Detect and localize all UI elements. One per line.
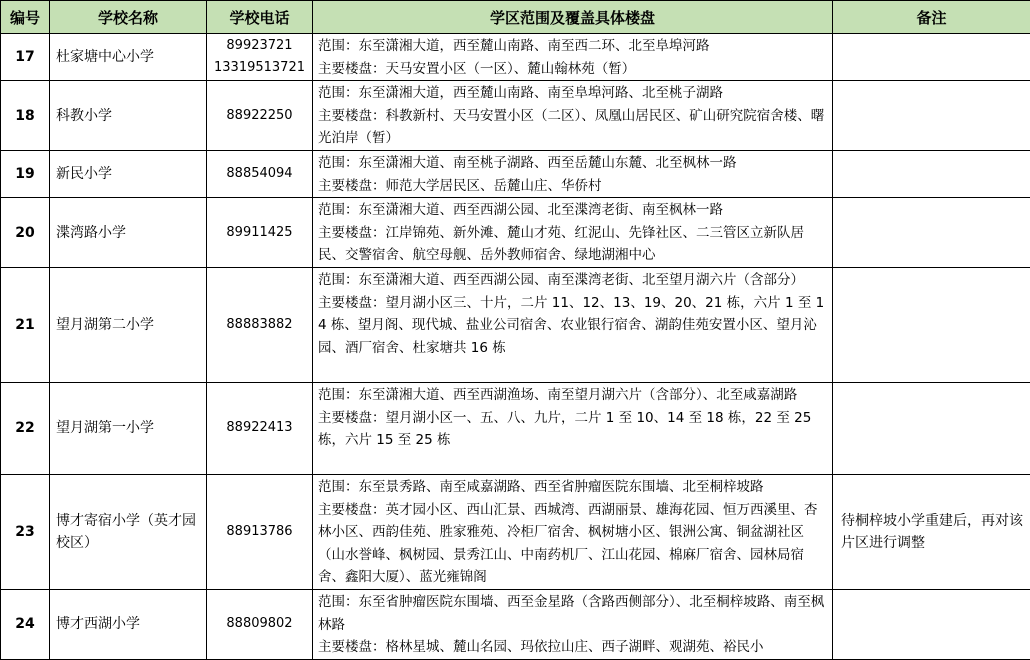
school-name: 望月湖第二小学: [50, 267, 207, 382]
buildings-line: 主要楼盘：科教新村、天马安置小区（二区）、凤凰山居民区、矿山研究院宿舍楼、曙光泊岸（暂）: [318, 105, 828, 150]
school-phone: [207, 150, 313, 197]
remarks: [833, 589, 1030, 659]
row-number: 20: [1, 198, 50, 268]
buildings-line: 主要楼盘：天马安置小区（一区）、麓山翰林苑（暂）: [318, 58, 828, 81]
scope-line: 范围：东至潇湘大道，西至麓山南路、南至阜埠河路、北至桃子湖路: [318, 82, 828, 105]
row-number: 21: [1, 267, 50, 382]
district-scope: [313, 34, 833, 81]
phone-line: 88883882: [207, 314, 312, 336]
district-scope: [313, 198, 833, 268]
scope-line: 范围：东至潇湘大道、西至西湖公园、北至渫湾老街、南至枫林一路: [318, 199, 828, 222]
phone-line: 88922250: [207, 105, 312, 127]
district-scope: [313, 382, 833, 474]
school-phone: [207, 81, 313, 151]
scope-line: 范围：东至潇湘大道、西至西湖公园、南至渫湾老街、北至望月湖六片（含部分）: [318, 269, 828, 292]
phone-line: 89923721: [207, 35, 312, 57]
remarks: [833, 382, 1030, 474]
table-row: [1, 150, 1030, 197]
header-remarks: 备注: [833, 1, 1030, 34]
scope-line: 范围：东至景秀路、南至咸嘉湖路、西至省肿瘤医院东围墙、北至桐梓坡路: [318, 476, 828, 499]
remarks: [833, 198, 1030, 268]
district-scope: [313, 589, 833, 659]
phone-line: 13319513721: [207, 57, 312, 79]
district-scope: [313, 267, 833, 382]
school-phone: [207, 382, 313, 474]
buildings-line: 主要楼盘：江岸锦苑、新外滩、麓山才苑、红泥山、先锋社区、二三管区立新队居民、交警宿舍、航空母舰、岳外教师宿舍、绿地湖湘中心: [318, 222, 828, 267]
school-phone: [207, 474, 313, 589]
table-row: [1, 474, 1030, 589]
scope-line: 范围：东至潇湘大道、南至桃子湖路、西至岳麓山东麓、北至枫林一路: [318, 152, 828, 175]
district-scope: [313, 81, 833, 151]
school-phone: [207, 589, 313, 659]
phone-line: 88913786: [207, 521, 312, 543]
scope-line: 范围：东至省肿瘤医院东围墙、西至金星路（含路西侧部分）、北至桐梓坡路、南至枫林路: [318, 591, 828, 636]
row-number: 19: [1, 150, 50, 197]
school-name: 科教小学: [50, 81, 207, 151]
buildings-line: 主要楼盘：师范大学居民区、岳麓山庄、华侨村: [318, 175, 828, 198]
school-name: 渫湾路小学: [50, 198, 207, 268]
remarks: [833, 267, 1030, 382]
row-number: 17: [1, 34, 50, 81]
school-phone: [207, 198, 313, 268]
header-school-name: 学校名称: [50, 1, 207, 34]
remarks: [833, 150, 1030, 197]
buildings-line: 主要楼盘：望月湖小区三、十片，二片 11、12、13、19、20、21 栋，六片 1 至 14 栋、望月阁、现代城、盐业公司宿舍、农业银行宿舍、湖韵佳苑安置小区、望月沁园、酒厂宿舍、杜家塘共 16 栋: [318, 292, 828, 360]
table-row: [1, 382, 1030, 474]
row-number: 24: [1, 589, 50, 659]
row-number: 18: [1, 81, 50, 151]
remarks: [833, 34, 1030, 81]
table-row: [1, 589, 1030, 659]
school-phone: [207, 267, 313, 382]
district-scope: [313, 474, 833, 589]
remarks: 待桐梓坡小学重建后，再对该片区进行调整: [833, 474, 1030, 589]
header-school-phone: 学校电话: [207, 1, 313, 34]
table-row: [1, 267, 1030, 382]
phone-line: 88922413: [207, 417, 312, 439]
buildings-line: 主要楼盘：英才园小区、西山汇景、西城湾、西湖丽景、雄海花园、恒万西溪里、杏林小区、西韵佳苑、胜家雅苑、冷柜厂宿舍、枫树塘小区、银洲公寓、铜盆湖社区（山水誉峰、枫树园、景秀江山、中南药机厂、江山花园、棉麻厂宿舍、园林局宿舍、鑫阳大厦）、蓝光雍锦阁: [318, 499, 828, 589]
row-number: 23: [1, 474, 50, 589]
header-district-scope: 学区范围及覆盖具体楼盘: [313, 1, 833, 34]
header-row: [1, 1, 1030, 34]
table-row: [1, 34, 1030, 81]
district-scope: [313, 150, 833, 197]
scope-line: 范围：东至潇湘大道，西至麓山南路、南至西二环、北至阜埠河路: [318, 35, 828, 58]
table-row: [1, 81, 1030, 151]
table-row: [1, 198, 1030, 268]
header-number: 编号: [1, 1, 50, 34]
buildings-line: 主要楼盘：望月湖小区一、五、八、九片，二片 1 至 10、14 至 18 栋，22 至 25 栋，六片 15 至 25 栋: [318, 407, 828, 452]
phone-line: 88809802: [207, 613, 312, 635]
scope-line: 范围：东至潇湘大道、西至西湖渔场、南至望月湖六片（含部分）、北至咸嘉湖路: [318, 384, 828, 407]
school-name: 博才寄宿小学（英才园校区）: [50, 474, 207, 589]
school-name: 杜家塘中心小学: [50, 34, 207, 81]
school-name: 新民小学: [50, 150, 207, 197]
row-number: 22: [1, 382, 50, 474]
phone-line: 89911425: [207, 222, 312, 244]
remarks: [833, 81, 1030, 151]
phone-line: 88854094: [207, 163, 312, 185]
school-name: 博才西湖小学: [50, 589, 207, 659]
school-phone: [207, 34, 313, 81]
buildings-line: 主要楼盘：格林星城、麓山名园、玛依拉山庄、西子湖畔、观湖苑、裕民小: [318, 636, 828, 659]
school-name: 望月湖第一小学: [50, 382, 207, 474]
